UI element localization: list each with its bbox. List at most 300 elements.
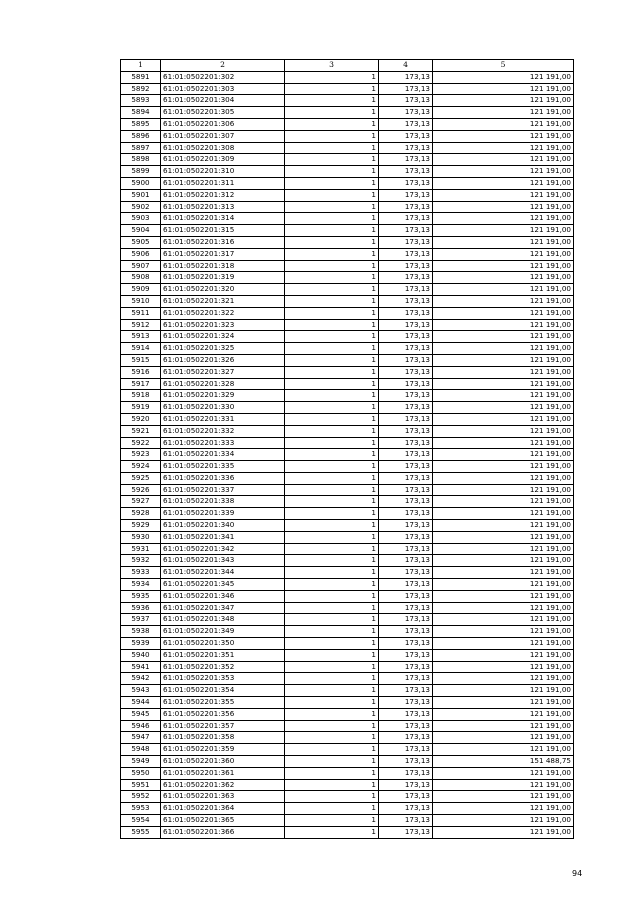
value-cell: 121 191,00 [433, 708, 574, 720]
cadastral-number-cell: 61:01:0502201:355 [161, 697, 285, 709]
area-cell: 173,13 [379, 720, 433, 732]
quantity-cell: 1 [285, 626, 379, 638]
cadastral-number-cell: 61:01:0502201:332 [161, 425, 285, 437]
quantity-cell: 1 [285, 236, 379, 248]
table-header-row [121, 60, 574, 72]
value-cell: 121 191,00 [433, 189, 574, 201]
cadastral-number-cell: 61:01:0502201:314 [161, 213, 285, 225]
area-cell: 173,13 [379, 343, 433, 355]
quantity-cell: 1 [285, 815, 379, 827]
table-row [121, 484, 574, 496]
quantity-cell: 1 [285, 177, 379, 189]
cadastral-number-cell: 61:01:0502201:319 [161, 272, 285, 284]
area-cell: 173,13 [379, 567, 433, 579]
row-number-cell: 5909 [121, 284, 161, 296]
value-cell: 121 191,00 [433, 484, 574, 496]
area-cell: 173,13 [379, 449, 433, 461]
table-row [121, 201, 574, 213]
table-row [121, 248, 574, 260]
cadastral-number-cell: 61:01:0502201:341 [161, 531, 285, 543]
value-cell: 121 191,00 [433, 378, 574, 390]
row-number-cell: 5914 [121, 343, 161, 355]
row-number-cell: 5920 [121, 413, 161, 425]
quantity-cell: 1 [285, 720, 379, 732]
quantity-cell: 1 [285, 154, 379, 166]
area-cell: 173,13 [379, 260, 433, 272]
data-table [120, 59, 574, 839]
value-cell: 121 191,00 [433, 661, 574, 673]
area-cell: 173,13 [379, 142, 433, 154]
area-cell: 173,13 [379, 118, 433, 130]
area-cell: 173,13 [379, 189, 433, 201]
value-cell: 121 191,00 [433, 225, 574, 237]
row-number-cell: 5936 [121, 602, 161, 614]
column-header: 2 [161, 60, 285, 72]
cadastral-number-cell: 61:01:0502201:327 [161, 366, 285, 378]
cadastral-number-cell: 61:01:0502201:362 [161, 779, 285, 791]
value-cell: 121 191,00 [433, 402, 574, 414]
area-cell: 173,13 [379, 697, 433, 709]
value-cell: 121 191,00 [433, 236, 574, 248]
quantity-cell: 1 [285, 295, 379, 307]
row-number-cell: 5899 [121, 166, 161, 178]
cadastral-number-cell: 61:01:0502201:337 [161, 484, 285, 496]
quantity-cell: 1 [285, 543, 379, 555]
area-cell: 173,13 [379, 437, 433, 449]
table-row [121, 343, 574, 355]
quantity-cell: 1 [285, 697, 379, 709]
table-row [121, 638, 574, 650]
cadastral-number-cell: 61:01:0502201:309 [161, 154, 285, 166]
value-cell: 121 191,00 [433, 531, 574, 543]
table-row [121, 461, 574, 473]
cadastral-number-cell: 61:01:0502201:306 [161, 118, 285, 130]
cadastral-number-cell: 61:01:0502201:317 [161, 248, 285, 260]
table-row [121, 177, 574, 189]
table-row [121, 815, 574, 827]
area-cell: 173,13 [379, 354, 433, 366]
value-cell: 121 191,00 [433, 614, 574, 626]
area-cell: 173,13 [379, 661, 433, 673]
row-number-cell: 5917 [121, 378, 161, 390]
cadastral-number-cell: 61:01:0502201:330 [161, 402, 285, 414]
row-number-cell: 5948 [121, 744, 161, 756]
cadastral-number-cell: 61:01:0502201:353 [161, 673, 285, 685]
table-row [121, 649, 574, 661]
area-cell: 173,13 [379, 390, 433, 402]
value-cell: 121 191,00 [433, 413, 574, 425]
cadastral-number-cell: 61:01:0502201:322 [161, 307, 285, 319]
quantity-cell: 1 [285, 555, 379, 567]
cadastral-number-cell: 61:01:0502201:329 [161, 390, 285, 402]
cadastral-number-cell: 61:01:0502201:338 [161, 496, 285, 508]
row-number-cell: 5952 [121, 791, 161, 803]
row-number-cell: 5941 [121, 661, 161, 673]
quantity-cell: 1 [285, 213, 379, 225]
cadastral-number-cell: 61:01:0502201:354 [161, 685, 285, 697]
column-header: 3 [285, 60, 379, 72]
row-number-cell: 5945 [121, 708, 161, 720]
value-cell: 121 191,00 [433, 437, 574, 449]
value-cell: 121 191,00 [433, 602, 574, 614]
table-row [121, 319, 574, 331]
page-number: 94 [572, 869, 583, 878]
area-cell: 173,13 [379, 402, 433, 414]
area-cell: 173,13 [379, 177, 433, 189]
quantity-cell: 1 [285, 413, 379, 425]
table-row [121, 402, 574, 414]
area-cell: 173,13 [379, 472, 433, 484]
area-cell: 173,13 [379, 767, 433, 779]
quantity-cell: 1 [285, 189, 379, 201]
cadastral-number-cell: 61:01:0502201:316 [161, 236, 285, 248]
row-number-cell: 5895 [121, 118, 161, 130]
area-cell: 173,13 [379, 154, 433, 166]
cadastral-number-cell: 61:01:0502201:331 [161, 413, 285, 425]
table-row [121, 378, 574, 390]
area-cell: 173,13 [379, 201, 433, 213]
area-cell: 173,13 [379, 295, 433, 307]
quantity-cell: 1 [285, 201, 379, 213]
cadastral-number-cell: 61:01:0502201:336 [161, 472, 285, 484]
value-cell: 121 191,00 [433, 461, 574, 473]
cadastral-number-cell: 61:01:0502201:345 [161, 579, 285, 591]
row-number-cell: 5898 [121, 154, 161, 166]
value-cell: 121 191,00 [433, 744, 574, 756]
value-cell: 121 191,00 [433, 626, 574, 638]
area-cell: 173,13 [379, 425, 433, 437]
area-cell: 173,13 [379, 378, 433, 390]
quantity-cell: 1 [285, 496, 379, 508]
row-number-cell: 5946 [121, 720, 161, 732]
value-cell: 121 191,00 [433, 767, 574, 779]
row-number-cell: 5893 [121, 95, 161, 107]
value-cell: 121 191,00 [433, 83, 574, 95]
value-cell: 121 191,00 [433, 826, 574, 838]
cadastral-number-cell: 61:01:0502201:302 [161, 71, 285, 83]
table-row [121, 225, 574, 237]
area-cell: 173,13 [379, 520, 433, 532]
cadastral-number-cell: 61:01:0502201:348 [161, 614, 285, 626]
area-cell: 173,13 [379, 484, 433, 496]
table-row [121, 166, 574, 178]
quantity-cell: 1 [285, 614, 379, 626]
table-row [121, 673, 574, 685]
area-cell: 173,13 [379, 791, 433, 803]
cadastral-number-cell: 61:01:0502201:346 [161, 590, 285, 602]
value-cell: 121 191,00 [433, 449, 574, 461]
area-cell: 173,13 [379, 130, 433, 142]
area-cell: 173,13 [379, 508, 433, 520]
quantity-cell: 1 [285, 508, 379, 520]
cadastral-number-cell: 61:01:0502201:360 [161, 756, 285, 768]
row-number-cell: 5894 [121, 107, 161, 119]
row-number-cell: 5891 [121, 71, 161, 83]
value-cell: 121 191,00 [433, 331, 574, 343]
table-row [121, 720, 574, 732]
quantity-cell: 1 [285, 673, 379, 685]
quantity-cell: 1 [285, 638, 379, 650]
value-cell: 121 191,00 [433, 130, 574, 142]
cadastral-number-cell: 61:01:0502201:333 [161, 437, 285, 449]
cadastral-number-cell: 61:01:0502201:359 [161, 744, 285, 756]
cadastral-number-cell: 61:01:0502201:347 [161, 602, 285, 614]
value-cell: 121 191,00 [433, 815, 574, 827]
table-row [121, 118, 574, 130]
column-header: 5 [433, 60, 574, 72]
cadastral-number-cell: 61:01:0502201:364 [161, 803, 285, 815]
quantity-cell: 1 [285, 826, 379, 838]
value-cell: 121 191,00 [433, 590, 574, 602]
row-number-cell: 5954 [121, 815, 161, 827]
area-cell: 173,13 [379, 236, 433, 248]
value-cell: 121 191,00 [433, 779, 574, 791]
cadastral-number-cell: 61:01:0502201:326 [161, 354, 285, 366]
table-body [121, 71, 574, 838]
row-number-cell: 5947 [121, 732, 161, 744]
row-number-cell: 5942 [121, 673, 161, 685]
table-row [121, 449, 574, 461]
quantity-cell: 1 [285, 803, 379, 815]
area-cell: 173,13 [379, 272, 433, 284]
cadastral-number-cell: 61:01:0502201:358 [161, 732, 285, 744]
table-row [121, 331, 574, 343]
quantity-cell: 1 [285, 567, 379, 579]
quantity-cell: 1 [285, 531, 379, 543]
row-number-cell: 5931 [121, 543, 161, 555]
row-number-cell: 5939 [121, 638, 161, 650]
cadastral-number-cell: 61:01:0502201:349 [161, 626, 285, 638]
row-number-cell: 5953 [121, 803, 161, 815]
table-row [121, 590, 574, 602]
area-cell: 173,13 [379, 803, 433, 815]
area-cell: 173,13 [379, 531, 433, 543]
row-number-cell: 5927 [121, 496, 161, 508]
value-cell: 121 191,00 [433, 307, 574, 319]
row-number-cell: 5905 [121, 236, 161, 248]
table-row [121, 472, 574, 484]
value-cell: 121 191,00 [433, 472, 574, 484]
row-number-cell: 5916 [121, 366, 161, 378]
value-cell: 121 191,00 [433, 154, 574, 166]
value-cell: 121 191,00 [433, 284, 574, 296]
value-cell: 121 191,00 [433, 697, 574, 709]
table-row [121, 437, 574, 449]
value-cell: 121 191,00 [433, 142, 574, 154]
quantity-cell: 1 [285, 661, 379, 673]
table-row [121, 543, 574, 555]
quantity-cell: 1 [285, 472, 379, 484]
cadastral-number-cell: 61:01:0502201:320 [161, 284, 285, 296]
quantity-cell: 1 [285, 225, 379, 237]
cadastral-number-cell: 61:01:0502201:334 [161, 449, 285, 461]
table-row [121, 295, 574, 307]
area-cell: 173,13 [379, 744, 433, 756]
table-row [121, 307, 574, 319]
area-cell: 173,13 [379, 319, 433, 331]
row-number-cell: 5938 [121, 626, 161, 638]
row-number-cell: 5908 [121, 272, 161, 284]
table-row [121, 83, 574, 95]
table-row [121, 567, 574, 579]
cadastral-number-cell: 61:01:0502201:307 [161, 130, 285, 142]
table-row [121, 767, 574, 779]
value-cell: 121 191,00 [433, 803, 574, 815]
area-cell: 173,13 [379, 366, 433, 378]
quantity-cell: 1 [285, 284, 379, 296]
quantity-cell: 1 [285, 343, 379, 355]
value-cell: 121 191,00 [433, 260, 574, 272]
table-row [121, 130, 574, 142]
area-cell: 173,13 [379, 555, 433, 567]
value-cell: 121 191,00 [433, 366, 574, 378]
cadastral-number-cell: 61:01:0502201:352 [161, 661, 285, 673]
quantity-cell: 1 [285, 449, 379, 461]
quantity-cell: 1 [285, 579, 379, 591]
cadastral-number-cell: 61:01:0502201:321 [161, 295, 285, 307]
area-cell: 173,13 [379, 307, 433, 319]
value-cell: 121 191,00 [433, 673, 574, 685]
cadastral-number-cell: 61:01:0502201:324 [161, 331, 285, 343]
value-cell: 121 191,00 [433, 567, 574, 579]
table-row [121, 803, 574, 815]
row-number-cell: 5950 [121, 767, 161, 779]
area-cell: 173,13 [379, 815, 433, 827]
value-cell: 121 191,00 [433, 107, 574, 119]
area-cell: 173,13 [379, 248, 433, 260]
area-cell: 173,13 [379, 602, 433, 614]
value-cell: 121 191,00 [433, 638, 574, 650]
row-number-cell: 5933 [121, 567, 161, 579]
value-cell: 121 191,00 [433, 649, 574, 661]
table-row [121, 779, 574, 791]
quantity-cell: 1 [285, 602, 379, 614]
row-number-cell: 5912 [121, 319, 161, 331]
table-row [121, 602, 574, 614]
value-cell: 121 191,00 [433, 425, 574, 437]
cadastral-number-cell: 61:01:0502201:311 [161, 177, 285, 189]
table-row [121, 142, 574, 154]
document-table-container [120, 59, 573, 839]
quantity-cell: 1 [285, 248, 379, 260]
table-row [121, 413, 574, 425]
quantity-cell: 1 [285, 366, 379, 378]
quantity-cell: 1 [285, 767, 379, 779]
quantity-cell: 1 [285, 272, 379, 284]
value-cell: 121 191,00 [433, 177, 574, 189]
table-row [121, 708, 574, 720]
value-cell: 121 191,00 [433, 390, 574, 402]
table-row [121, 826, 574, 838]
quantity-cell: 1 [285, 744, 379, 756]
quantity-cell: 1 [285, 649, 379, 661]
cadastral-number-cell: 61:01:0502201:312 [161, 189, 285, 201]
quantity-cell: 1 [285, 779, 379, 791]
area-cell: 173,13 [379, 95, 433, 107]
value-cell: 151 488,75 [433, 756, 574, 768]
cadastral-number-cell: 61:01:0502201:344 [161, 567, 285, 579]
quantity-cell: 1 [285, 142, 379, 154]
table-row [121, 236, 574, 248]
area-cell: 173,13 [379, 626, 433, 638]
row-number-cell: 5913 [121, 331, 161, 343]
value-cell: 121 191,00 [433, 319, 574, 331]
row-number-cell: 5944 [121, 697, 161, 709]
cadastral-number-cell: 61:01:0502201:343 [161, 555, 285, 567]
value-cell: 121 191,00 [433, 71, 574, 83]
row-number-cell: 5919 [121, 402, 161, 414]
row-number-cell: 5932 [121, 555, 161, 567]
table-row [121, 154, 574, 166]
table-row [121, 366, 574, 378]
area-cell: 173,13 [379, 213, 433, 225]
row-number-cell: 5910 [121, 295, 161, 307]
quantity-cell: 1 [285, 319, 379, 331]
row-number-cell: 5949 [121, 756, 161, 768]
quantity-cell: 1 [285, 402, 379, 414]
table-row [121, 508, 574, 520]
cadastral-number-cell: 61:01:0502201:356 [161, 708, 285, 720]
value-cell: 121 191,00 [433, 555, 574, 567]
value-cell: 121 191,00 [433, 543, 574, 555]
quantity-cell: 1 [285, 484, 379, 496]
row-number-cell: 5907 [121, 260, 161, 272]
area-cell: 173,13 [379, 590, 433, 602]
table-row [121, 626, 574, 638]
cadastral-number-cell: 61:01:0502201:308 [161, 142, 285, 154]
value-cell: 121 191,00 [433, 354, 574, 366]
table-row [121, 685, 574, 697]
quantity-cell: 1 [285, 83, 379, 95]
value-cell: 121 191,00 [433, 295, 574, 307]
cadastral-number-cell: 61:01:0502201:318 [161, 260, 285, 272]
quantity-cell: 1 [285, 130, 379, 142]
table-row [121, 95, 574, 107]
value-cell: 121 191,00 [433, 272, 574, 284]
area-cell: 173,13 [379, 708, 433, 720]
table-row [121, 732, 574, 744]
table-row [121, 697, 574, 709]
table-row [121, 213, 574, 225]
table-row [121, 520, 574, 532]
table-row [121, 71, 574, 83]
cadastral-number-cell: 61:01:0502201:303 [161, 83, 285, 95]
row-number-cell: 5924 [121, 461, 161, 473]
cadastral-number-cell: 61:01:0502201:328 [161, 378, 285, 390]
column-header: 1 [121, 60, 161, 72]
area-cell: 173,13 [379, 685, 433, 697]
table-row [121, 390, 574, 402]
row-number-cell: 5901 [121, 189, 161, 201]
row-number-cell: 5922 [121, 437, 161, 449]
quantity-cell: 1 [285, 107, 379, 119]
quantity-cell: 1 [285, 95, 379, 107]
table-row [121, 496, 574, 508]
row-number-cell: 5940 [121, 649, 161, 661]
quantity-cell: 1 [285, 378, 379, 390]
row-number-cell: 5911 [121, 307, 161, 319]
value-cell: 121 191,00 [433, 248, 574, 260]
table-row [121, 579, 574, 591]
row-number-cell: 5926 [121, 484, 161, 496]
quantity-cell: 1 [285, 685, 379, 697]
area-cell: 173,13 [379, 826, 433, 838]
row-number-cell: 5929 [121, 520, 161, 532]
cadastral-number-cell: 61:01:0502201:365 [161, 815, 285, 827]
row-number-cell: 5918 [121, 390, 161, 402]
area-cell: 173,13 [379, 649, 433, 661]
cadastral-number-cell: 61:01:0502201:313 [161, 201, 285, 213]
